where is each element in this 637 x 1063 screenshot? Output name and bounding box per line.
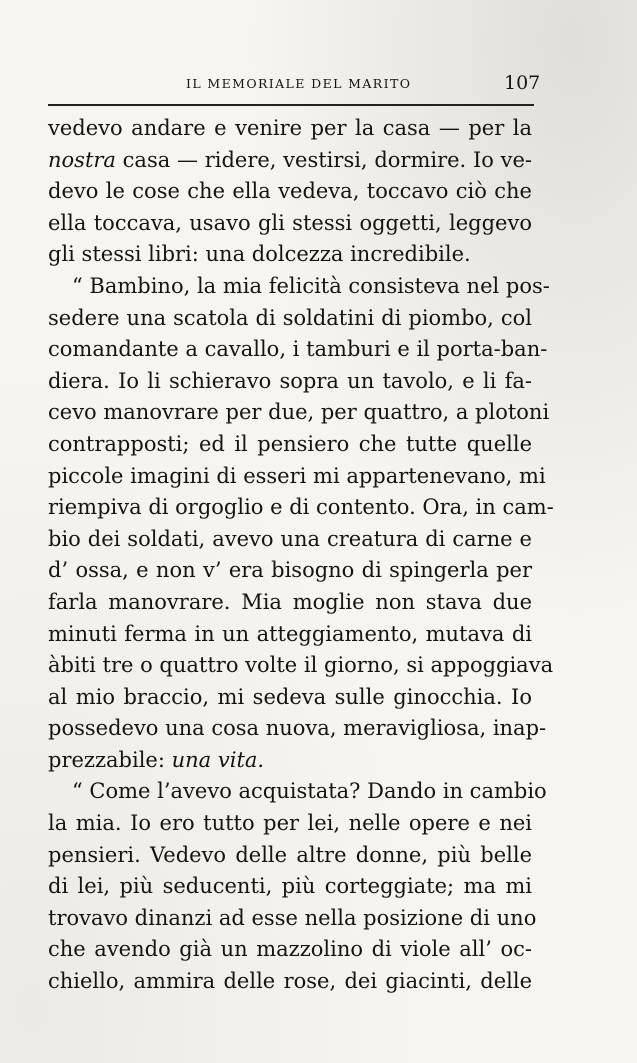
text-line <box>48 208 532 240</box>
text-segment: riempiva di orgoglio e di contento. Ora, in cam- <box>48 495 554 520</box>
text-segment: “ Come l’avevo acquistata? Dando in cambio <box>72 779 547 804</box>
running-title: IL MEMORIALE DEL MARITO <box>186 76 412 91</box>
text-segment: sedere una scatola di soldatini di piombo, col <box>48 305 532 330</box>
text-segment: piccole imagini di esseri mi appartenevano, mi <box>48 463 546 488</box>
text-segment: “ Bambino, la mia felicità consisteva nel pos- <box>72 273 550 298</box>
text-line <box>48 176 532 208</box>
text-segment: comandante a cavallo, i tamburi e il porta-ban- <box>48 337 548 362</box>
text-line <box>48 303 532 335</box>
text-segment: di lei, più seducenti, più corteggiate; ma mi <box>48 874 532 899</box>
text-line <box>48 871 532 903</box>
text-segment: che avendo già un mazzolino di viole all’ oc- <box>48 937 532 962</box>
text-segment: chiello, ammira delle rose, dei giacinti, delle <box>48 969 532 994</box>
text-segment: ella toccava, usavo gli stessi oggetti, leggevo <box>48 210 532 235</box>
text-line <box>48 524 532 556</box>
header-rule <box>48 104 534 106</box>
text-segment: possedevo una cosa nuova, meravigliosa, inap- <box>48 716 547 741</box>
text-segment: la mia. Io ero tutto per lei, nelle opere e nei <box>48 811 532 836</box>
text-segment: gli stessi libri: una dolcezza incredibile. <box>48 242 471 267</box>
text-line <box>48 903 537 935</box>
text-line <box>48 429 532 461</box>
text-segment: minuti ferma in un atteggiamento, mutava di <box>48 621 532 646</box>
text-segment: prezzabile: <box>48 747 172 772</box>
text-line <box>48 650 554 682</box>
text-segment: farla manovrare. Mia moglie non stava due <box>48 589 532 614</box>
text-line <box>48 840 532 872</box>
text-line <box>48 808 532 840</box>
text-line <box>48 587 532 619</box>
text-line <box>48 461 546 493</box>
page-number: 107 <box>504 72 541 94</box>
text-line <box>48 145 532 177</box>
text-line <box>48 713 547 745</box>
text-line <box>48 966 532 998</box>
running-header <box>0 72 637 96</box>
text-segment: d’ ossa, e non v’ era bisogno di spingerla per <box>48 558 532 583</box>
text-segment: trovavo dinanzi ad esse nella posizione di uno <box>48 905 537 930</box>
italic-text: una vita. <box>171 747 265 772</box>
text-line <box>48 776 547 808</box>
text-segment: àbiti tre o quattro volte il giorno, si appoggiava <box>48 653 554 678</box>
text-segment: cevo manovrare per due, per quattro, a plotoni <box>48 400 550 425</box>
text-line <box>48 934 532 966</box>
text-line <box>48 334 548 366</box>
italic-text: nostra <box>48 147 116 172</box>
text-line <box>48 745 532 777</box>
text-segment: vedevo andare e venire per la casa — per la <box>48 116 532 140</box>
text-line <box>48 271 550 303</box>
text-segment: diera. Io li schieravo sopra un tavolo, e li fa- <box>48 368 532 393</box>
text-line <box>48 366 532 398</box>
text-segment: contrapposti; ed il pensiero che tutte quelle <box>48 431 532 456</box>
text-segment: casa — ridere, vestirsi, dormire. Io ve- <box>115 147 532 172</box>
text-line <box>48 619 532 651</box>
text-line <box>48 555 532 587</box>
text-line <box>48 239 532 271</box>
text-line <box>48 682 532 714</box>
body-text <box>48 113 554 998</box>
text-line <box>48 397 550 429</box>
text-segment: bio dei soldati, avevo una creatura di carne e <box>48 526 532 551</box>
text-line <box>48 113 532 145</box>
text-line <box>48 492 554 524</box>
text-segment: pensieri. Vedevo delle altre donne, più belle <box>48 842 532 867</box>
text-segment: devo le cose che ella vedeva, toccavo ciò che <box>48 179 532 204</box>
text-segment: al mio braccio, mi sedeva sulle ginocchia. Io <box>48 684 532 709</box>
